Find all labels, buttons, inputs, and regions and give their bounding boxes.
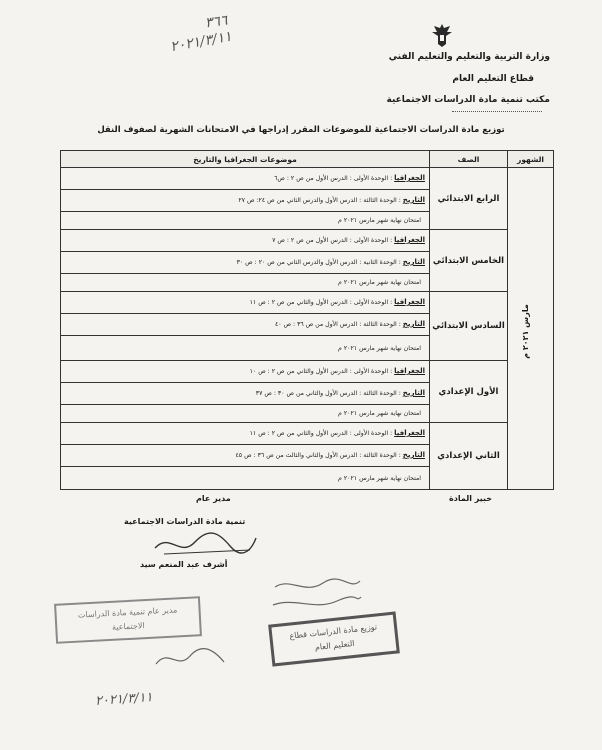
geography-topics [61, 230, 430, 252]
geography-text: : الوحدة الأولى : الدرس الأول والثاني من ص ٢ : ص ١٠ [249, 368, 393, 375]
header-topics: موضوعات الجغرافيا والتاريخ [61, 151, 430, 168]
geography-text: : الوحدة الأولى : الدرس الأول والثاني من ص ٢ : ص ١١ [249, 430, 393, 437]
history-label: التاريخ [402, 389, 425, 397]
geography-label: الجغرافيا [394, 367, 425, 375]
handwritten-date: ٢٠٢١/٣/١١ [169, 28, 233, 56]
subject-expert-label: خبير المادة [449, 494, 492, 503]
geography-label: الجغرافيا [394, 298, 425, 306]
geography-topics [61, 292, 430, 314]
grade-cell: الثاني الإعدادي [430, 423, 508, 490]
header-grade: الصف [430, 151, 508, 168]
history-topics [61, 252, 430, 274]
ministry-name: وزارة التربية والتعليم والتعليم الفني [388, 52, 550, 62]
month-cell [508, 168, 554, 490]
director-name: أشرف عبد المنعم سيد [140, 560, 228, 569]
history-text: : الوحدة الثالثة : الدرس الأول والثاني والثالث من ص ٣٦ : ص ٤٥ [235, 452, 401, 459]
month-label: مارس ٢٠٢١ م [521, 304, 531, 359]
handwritten-initials-icon [150, 640, 230, 676]
director-department: تنمية مادة الدراسات الاجتماعية [124, 517, 246, 526]
grade-cell: الخامس الابتدائي [430, 230, 508, 292]
history-text: : الوحدة الثالثة : الدرس الأول من ص ٣٦ : ص ٤٠ [274, 321, 401, 328]
document-title: توزيع مادة الدراسات الاجتماعية للموضوعات المقرر إدراجها في الامتحانات الشهرية لصفوف النقل [97, 125, 505, 135]
geography-text: : الوحدة الأولى : الدرس الأول والثاني من ص ٢ : ص ١١ [249, 299, 393, 306]
grade-cell: الأول الإعدادي [430, 361, 508, 423]
exam-note: امتحان نهاية شهر مارس ٢٠٢١ م [61, 467, 430, 490]
director-title: مدير عام [196, 494, 231, 503]
distribution-table [60, 150, 554, 490]
history-label: التاريخ [402, 258, 425, 266]
history-text: : الوحدة الثالثة : الدرس الأول والثاني من ص ٣٠ : ص ٣٧ [255, 390, 401, 397]
geography-text: : الوحدة الأولى : الدرس الأول من ص ٢ : ص٦ [274, 175, 393, 182]
history-topics [61, 314, 430, 336]
geography-text: : الوحدة الأولى : الدرس الأول من ص ٢ : ص ٧ [272, 237, 393, 244]
history-text: : الوحدة الثالثة : الدرس الأول والدرس الثاني من ص ٢٤: ص ٢٧ [238, 197, 401, 204]
header-divider [452, 111, 542, 112]
grade-cell: الرابع الابتدائي [430, 168, 508, 230]
geography-topics [61, 361, 430, 383]
history-topics [61, 445, 430, 467]
sector-name: قطاع التعليم العام [452, 74, 534, 84]
history-text: : الوحدة الثانية : الدرس الأول والدرس الثاني من ص ٢٠ : ص ٣٠ [236, 259, 401, 266]
grade-cell: السادس الابتدائي [430, 292, 508, 361]
header-month: الشهور [508, 151, 554, 168]
table-row [61, 230, 554, 252]
table-row [61, 168, 554, 190]
table-row [61, 292, 554, 314]
handwritten-number: ٣٦٦ [203, 12, 229, 32]
geography-label: الجغرافيا [394, 429, 425, 437]
history-label: التاريخ [402, 320, 425, 328]
history-label: التاريخ [402, 196, 425, 204]
office-stamp-left: مدير عام تنمية مادة الدراسات الاجتماعية [54, 596, 202, 644]
eagle-emblem-icon [430, 22, 454, 48]
table-row [61, 361, 554, 383]
handwritten-note-icon [265, 575, 365, 615]
director-signature-icon [150, 528, 260, 562]
exam-note: امتحان نهاية شهر مارس ٢٠٢١ م [61, 212, 430, 230]
history-topics [61, 190, 430, 212]
exam-note: امتحان نهاية شهر مارس ٢٠٢١ م [61, 405, 430, 423]
handwritten-bottom-date: ٢٠٢١/٣/١١ [94, 690, 154, 709]
geography-label: الجغرافيا [394, 236, 425, 244]
geography-topics [61, 423, 430, 445]
geography-label: الجغرافيا [394, 174, 425, 182]
office-name: مكتب تنمية مادة الدراسات الاجتماعية [386, 95, 550, 105]
exam-note: امتحان نهاية شهر مارس ٢٠٢١ م [61, 336, 430, 361]
table-row [61, 423, 554, 445]
office-stamp-right: توزيع مادة الدراسات قطاع التعليم العام [268, 611, 400, 666]
history-label: التاريخ [402, 451, 425, 459]
table-header-row [61, 151, 554, 168]
geography-topics [61, 168, 430, 190]
exam-note: امتحان نهاية شهر مارس ٢٠٢١ م [61, 274, 430, 292]
history-topics [61, 383, 430, 405]
